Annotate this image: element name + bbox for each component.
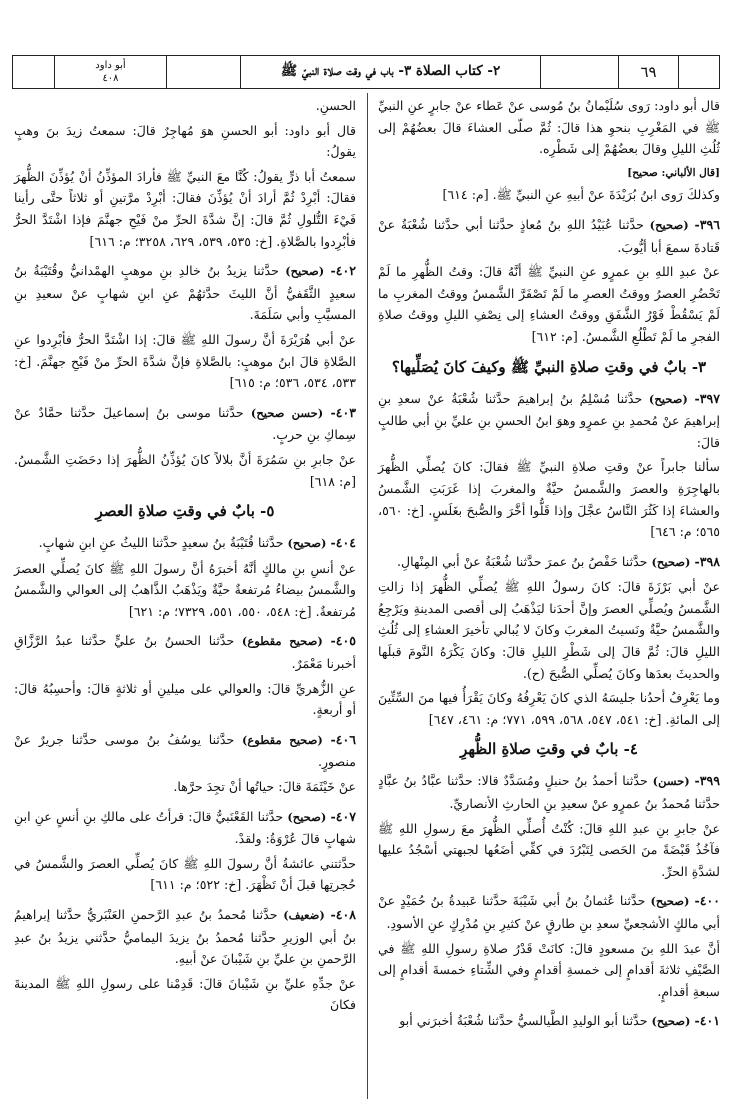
hadith-text: عنْ جابرِ بنِ سَمُرَةَ أنَّ بلالاً كانَ يُؤذِّنُ الظُّهرَ إذا دحَضَتِ الشَّمسُ. [م: ٦١٨]: [14, 451, 356, 489]
chapter-heading: ٣- بابٌ في وقتِ صلاةِ النبيِّ ﷺ وكيفَ كانَ يُصَلِّيها؟: [391, 357, 707, 376]
hadith-grade: (ضعيف): [277, 908, 331, 922]
isnad-text: حدَّثنا الحسنُ بنُ عليٍّ حدَّثنا عبدُ الرَّزَّاقِ أخبرنا مَعْمَرٌ.: [14, 633, 356, 672]
hadith-number: ٤٠١-: [694, 1013, 720, 1029]
book-page: [12, 55, 720, 1103]
hadith-entry: [14, 402, 356, 446]
isnad-text: حدَّثنا أبو الوليدِ الطَّيالسيُّ حدَّثنا شُعْبَةُ أخبرَني أبو: [399, 1013, 648, 1029]
hadith-text: عنْ عبدِ اللهِ بنِ عمرٍو عنِ النبيِّ ﷺ أنَّهُ قالَ: وقتُ الظُّهرِ ما لَمْ تَحْضُرِ العصرُ ووقتُ العصرِ ما لَمْ تَصْفَرَّ الشَّمسُ ووقتُ المغربِ ما لَمْ يَسْقُطْ فَوْرُ الشَّفَقِ ووقتُ العشاءِ إلى نِصْفِ الليلِ ووقتُ صلاةِ الفجرِ ما لَمْ تَطْلُعِ الشَّمسُ. [م: ٦١٢]: [378, 264, 720, 344]
header-page-number: ٦٩: [619, 56, 679, 88]
hadith-entry: [378, 770, 720, 814]
hadith-text: عنِ الزُّهريِّ قالَ: والعوالي على ميلينِ أو ثلاثةٍ قالَ: وأحسِبُهُ قالَ: أو أربعةٍ.: [14, 680, 356, 718]
isnad-text: حدَّثنا عُثمانُ بنُ أبي شَيْبَةَ حدَّثنا عَبيدةُ بنُ حُمَيْدٍ عنْ أبي مالكٍ الأشجعيِّ سعدِ بنِ طارقٍ عنْ كثيرِ بنِ مُدْرِكٍ عنِ الأسودِ.: [378, 893, 720, 931]
hadith-grade: (حسن صحيح): [243, 405, 331, 420]
column-divider: [367, 93, 368, 1099]
hadith-text: قال أبو داود: رَوى سُلَيْمانُ بنُ مُوسى عنْ عَطاء عنْ جابرٍ عنِ النبيِّ ﷺ في المَغْرِبِ بنحوِ هذا قالَ: ثُمَّ صلّى العشاءَ قالَ بعضُهُمْ إلى ثُلُثِ الليلِ وقالَ بعضُهُمْ إلى شَطْرِه.: [378, 98, 720, 157]
hadith-entry: [14, 806, 356, 850]
hadith-number: ٤٠٠-: [694, 893, 720, 909]
header-blank-cell: [167, 56, 241, 88]
hadith-entry: [378, 388, 720, 454]
hadith-text: قال أبو داود: أبو الحسنِ هوَ مُهاجِرٌ قالَ: سمعتُ زيدَ بنَ وهبٍ يقولُ:: [14, 122, 356, 160]
hadith-grade: (صحيح): [278, 264, 331, 279]
hadith-grade: (صحيح مقطوع): [234, 634, 331, 649]
hadith-entry: [14, 729, 356, 773]
grading-note: [قال الألباني: صحيح]: [627, 166, 720, 179]
hadith-text: عنْ جدِّهِ عليِّ بنِ شَيْبانَ قالَ: قَدِمْنا على رسولِ اللهِ ﷺ المدينةَ فكانَ: [14, 975, 356, 1013]
hadith-grade: (صحيح): [645, 894, 695, 909]
hadith-entry: [378, 551, 720, 574]
chapter-heading: ٥- بابٌ في وقتِ صلاةِ العصرِ: [95, 502, 275, 521]
hadith-number: ٤٠٢-: [330, 263, 356, 279]
hadith-entry: [378, 214, 720, 258]
hadith-text: سمعتُ أبا ذرٍّ يقولُ: كُنَّا معَ النبيِّ ﷺ فأرادَ المؤذِّنُ أنْ يُؤذِّنَ الظُّهرَ فقالَ: أبْرِدْ ثُمَّ أرادَ أنْ يُؤذِّنَ فقالَ: أبْرِدْ مرَّتينِ أو ثلاثاً حتَّى رأينا فَيْءَ التُّلولِ ثُمَّ قالَ: إنَّ شدَّةَ الحرِّ منْ فَيْحِ جهنَّمَ فإذا اشْتَدَّ الحرُّ فأبْرِدوا بالصَّلاةِ. [خ: ٥٣٥، ٥٣٩، ٦٢٩، ٣٢٥٨؛ م: ٦١٦]: [14, 168, 356, 249]
hadith-grade: (حسن): [647, 774, 695, 789]
hadith-entry: [378, 890, 720, 934]
hadith-number: ٣٩٦-: [694, 216, 720, 232]
hadith-number: ٤٠٧-: [330, 808, 356, 824]
hadith-entry: [14, 532, 356, 555]
isnad-text: حدَّثنا عُبَيْدُ اللهِ بنُ مُعاذٍ حدَّثنا أبي حدَّثنا شُعْبَةُ عنْ قَتادةَ سمعَ أبا أيُّوبَ.: [378, 216, 720, 255]
hadith-number: ٤٠٤-: [330, 535, 356, 551]
hadith-grade: (صحيح): [647, 1014, 695, 1029]
hadith-number: ٤٠٣-: [330, 404, 356, 420]
isnad-text: حدَّثنا مُسْلِمُ بنُ إبراهيمَ حدَّثنا شُعْبَةُ عنْ سعدِ بنِ إبراهيمَ عنْ مُحمدِ بنِ عمرٍو وهوَ ابنُ الحسنِ بنِ عليِّ بنِ أبي طالبٍ قالَ:: [378, 390, 720, 450]
chapter-heading: ٤- بابٌ في وقتِ صلاةِ الظُّهرِ: [460, 740, 638, 759]
right-text-column: [378, 95, 720, 1036]
hadith-entry: [378, 1010, 720, 1033]
hadith-number: ٣٩٧-: [694, 390, 720, 406]
hadith-text: حدَّثتني عائشةُ أنَّ رسولَ اللهِ ﷺ كانَ يُصلِّي العصرَ والشَّمسُ في حُجرتِها قبلَ أنْ تَظْهَرَ. [خ: ٥٢٢؛ م: ٦١١]: [14, 855, 356, 893]
hadith-text: عنْ أنسِ بنِ مالكٍ أنَّهُ أخبرَهُ أنَّ رسولَ اللهِ ﷺ كانَ يُصلِّي العصرَ والشَّمسُ بيضاءُ مُرتفعةٌ حيَّةٌ ويَذْهَبُ الذَّاهبُ إلى العوالي والشَّمسُ مُرتفعةٌ. [خ: ٥٤٨، ٥٥٠، ٥٥١، ٧٣٢٩؛ م: ٦٢١]: [14, 560, 356, 619]
isnad-text: حدَّثنا يزيدُ بنُ خالدِ بنِ موهبٍ الهمْدانيُّ وقُتَيْبَةُ بنُ سعيدٍ الثَّقَفيُّ أنَّ الليثَ حدَّثهُمْ عنِ ابنِ شهابٍ عنْ سعيدِ بنِ المسيَّبِ وأبي سَلَمَةَ.: [14, 263, 356, 323]
isnad-text: حدَّثنا مُحمدُ بنُ عبدِ الرَّحمنِ العَنْبَريُّ حدَّثنا إبراهيمُ بنُ أبي الوزيرِ حدَّثنا مُحمدُ بنُ يزيدَ اليماميُّ حدَّثني يزيدُ بنُ عبدِ الرَّحمنِ بنِ عليِّ بنِ شَيْبانَ عنْ أبيهِ.: [14, 907, 356, 967]
isnad-text: حدَّثنا أحمدُ بنُ حنبلٍ ومُسَدَّدٌ قالا: حدَّثنا عبَّادُ بنُ عبَّادٍ حدَّثنا مُحمدُ بنُ عمرٍو عنْ سعيدِ بنِ الحارثِ الأنصاريِّ.: [378, 773, 720, 812]
isnad-text: حدَّثنا القَعْنَبيُّ قالَ: قرأتُ على مالكِ بنِ أنسٍ عنِ ابنِ شهابٍ قالَ عُرْوَةُ: ولقدْ.: [14, 808, 356, 847]
header-running-title: ٢- كتاب الصلاة ٣- باب في وقت صلاة النبيّ ﷺ: [241, 56, 541, 88]
header-blank-cell: [541, 56, 619, 88]
left-text-column: [14, 95, 356, 1019]
header-book-page: ٤٠٨: [102, 73, 119, 84]
hadith-grade: (صحيح): [283, 809, 331, 824]
hadith-text: عنْ أبي بَرْزَةَ قالَ: كانَ رسولُ اللهِ ﷺ يُصلِّي الظُّهرَ إذا زالتِ الشَّمسُ ويُصلِّي العصرَ وإنَّ أحدَنا ليَذْهَبُ إلى أقصى المدينةِ ويَرْجِعُ والشَّمسُ حيَّةٌ ونَسيتُ المغربَ وكانَ لا يُبالي تأخيرَ العشاءِ إلى ثُلُثِ الليلِ قالَ: ثُمَّ قالَ إلى شَطْرِ الليلِ قالَ: وكانَ يَكْرَهُ النَّومَ قبلَها والحديثَ بعدَها وكانَ يُصلِّي الصُّبحَ (ح).: [378, 579, 720, 681]
isnad-text: حدَّثنا حَفْصُ بنُ عمرَ حدَّثنا شُعْبَةُ عنْ أبي المِنْهالِ.: [396, 553, 648, 569]
hadith-number: ٤٠٦-: [330, 731, 356, 747]
header-author-cell: [55, 56, 167, 88]
hadith-entry: [14, 904, 356, 970]
hadith-text: سألنا جابراً عنْ وقتِ صلاةِ النبيِّ ﷺ فقالَ: كانَ يُصلِّي الظُّهرَ بالهاجِرَةِ والعصرَ والشَّمسُ حيَّةٌ والمغربَ إذا غَرَبَتِ الشَّمسُ والعشاءَ إذا كَثُرَ النَّاسُ عجَّلَ وإذا قَلُّوا أخَّرَ والصُّبحَ بغَلَسٍ. [خ: ٥٦٠، ٥٦٥؛ م: ٦٤٦]: [378, 459, 720, 540]
hadith-number: ٤٠٨-: [330, 907, 356, 922]
isnad-text: حدَّثنا قُتَيْبَةُ بنُ سعيدٍ حدَّثنا الليثُ عنِ ابنِ شهابٍ.: [38, 535, 284, 551]
hadith-entry: [14, 260, 356, 326]
hadith-text: عنْ جابرِ بنِ عبدِ اللهِ قالَ: كُنْتُ أُصلِّي الظُّهرَ معَ رسولِ اللهِ ﷺ فآخُذُ قَبْضَةً منَ الحَصى لِتَبْرُدَ في كفِّي أضَعُها لجبهتي أسْجُدُ عليها لشدَّةِ الحرِّ.: [378, 820, 720, 879]
hadith-number: ٣٩٨-: [694, 553, 720, 569]
hadith-number: ٤٠٥-: [330, 633, 356, 649]
header-blank-cell: [13, 56, 55, 88]
hadith-text: عنْ أبي هُرَيْرَةَ أنَّ رسولَ اللهِ ﷺ قالَ: إذا اشْتَدَّ الحرُّ فأبْرِدوا عنِ الصَّلاةِ قالَ ابنُ موهبٍ: بالصَّلاةِ فإنَّ شدَّةَ الحرِّ منْ فَيْحِ جهنَّمَ. [خ: ٥٣٣، ٥٣٤، ٥٣٦؛ م: ٦١٥]: [14, 331, 356, 391]
hadith-text: وما يَعْرِفُ أحدُنا جليسَهُ الذي كانَ يَعْرِفُهُ وكانَ يَقْرَأُ فيها منَ السِّتِّينَ إلى المائةِ. [خ: ٥٤١، ٥٤٧، ٥٦٨، ٥٩٩، ٧٧١؛ م: ٤٦١، ٦٤٧]: [378, 690, 720, 727]
hadith-grade: (صحيح): [647, 554, 695, 569]
isnad-text: حدَّثنا موسى بنُ إسماعيلَ حدَّثنا حمَّادٌ عنْ سِماكِ بنِ حربٍ.: [14, 404, 356, 443]
hadith-grade: (صحيح): [643, 217, 695, 232]
isnad-text: حدَّثنا يوسُفُ بنُ موسى حدَّثنا جريرٌ عنْ منصورٍ.: [14, 731, 356, 770]
hadith-grade: (صحيح مقطوع): [234, 732, 331, 747]
hadith-number: ٣٩٩-: [694, 773, 720, 789]
header-author: أبو داود: [95, 60, 126, 71]
hadith-text: أنَّ عبدَ اللهِ بنَ مسعودٍ قالَ: كانَتْ قَدْرُ صلاةِ رسولِ اللهِ ﷺ في الصَّيْفِ ثلاثةَ أقدامٍ إلى خمسةِ أقدامٍ وفي الشِّتاءِ خمسةَ أقدامٍ إلى سبعةِ أقدامٍ.: [378, 940, 720, 999]
hadith-text: وكذلكَ رَوى ابنُ بُرَيْدَةَ عنْ أبيهِ عنِ النبيِّ ﷺ. [م: ٦١٤]: [442, 187, 720, 203]
header-blank-cell: [679, 56, 719, 88]
hadith-text: عنْ خَيْثَمَةَ قالَ: حياتُها أنْ تجِدَ حرَّها.: [173, 779, 356, 795]
hadith-entry: [14, 630, 356, 674]
hadith-text: الحسنِ.: [315, 98, 356, 113]
hadith-grade: (صحيح): [642, 391, 695, 406]
hadith-grade: (صحيح): [283, 536, 331, 551]
page-header: [12, 55, 720, 89]
